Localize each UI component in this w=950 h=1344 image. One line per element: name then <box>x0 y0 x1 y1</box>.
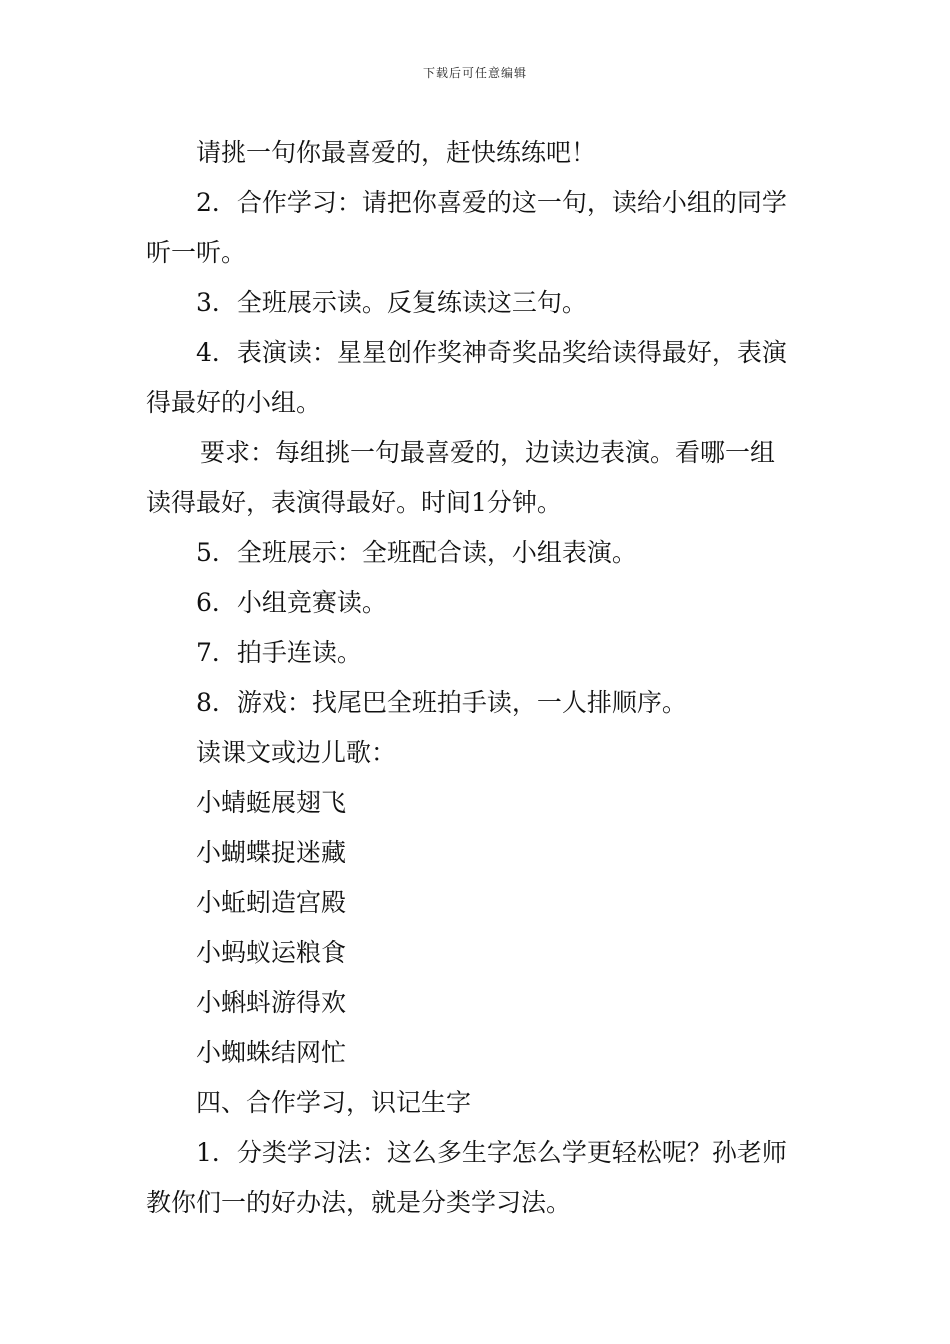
paragraph-line: 8．游戏：找尾巴全班拍手读，一人排顺序。 <box>196 688 687 717</box>
poem-line: 小蚯蚓造宫殿 <box>196 888 347 917</box>
page-header: 下载后可任意编辑 <box>422 66 527 80</box>
section-heading: 四、合作学习，识记生字 <box>196 1088 472 1117</box>
poem-line: 小蝴蝶捉迷藏 <box>196 838 347 867</box>
paragraph-line: 1．分类学习法：这么多生字怎么学更轻松呢？孙老师 <box>196 1138 787 1167</box>
poem-line: 小蝌蚪游得欢 <box>196 988 347 1017</box>
paragraph-line: 2．合作学习：请把你喜爱的这一句，读给小组的同学 <box>196 188 787 217</box>
paragraph-line: 5．全班展示：全班配合读，小组表演。 <box>196 538 637 567</box>
poem-line: 小蚂蚁运粮食 <box>196 938 347 967</box>
paragraph-line: 6．小组竞赛读。 <box>196 588 387 617</box>
paragraph-line: 读得最好，表演得最好。时间1分钟。 <box>146 488 562 517</box>
paragraph-line: 读课文或边儿歌： <box>196 738 397 767</box>
paragraph-line: 听一听。 <box>146 238 247 267</box>
paragraph-line: 4．表演读：星星创作奖神奇奖品奖给读得最好，表演 <box>196 338 787 367</box>
paragraph-line: 请挑一句你最喜爱的，赶快练练吧！ <box>196 138 597 167</box>
document-body <box>146 128 810 1228</box>
poem-line: 小蜻蜓展翅飞 <box>196 788 347 817</box>
paragraph-line: 要求：每组挑一句最喜爱的，边读边表演。看哪一组 <box>200 438 776 467</box>
paragraph-line: 教你们一的好办法，就是分类学习法。 <box>146 1188 572 1217</box>
poem-line: 小蜘蛛结网忙 <box>196 1038 347 1067</box>
paragraph-line: 3．全班展示读。反复练读这三句。 <box>196 288 587 317</box>
paragraph-line: 得最好的小组。 <box>146 388 322 417</box>
paragraph-line: 7．拍手连读。 <box>196 638 362 667</box>
